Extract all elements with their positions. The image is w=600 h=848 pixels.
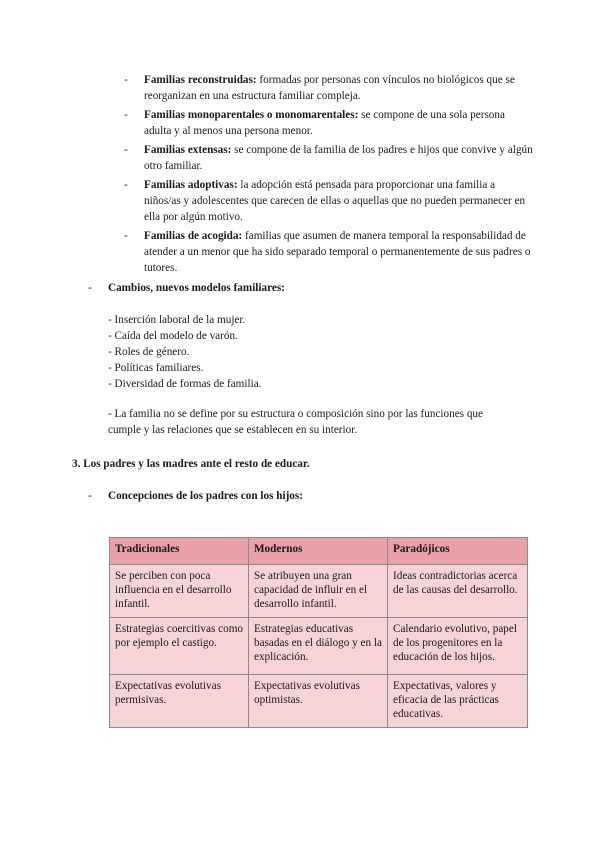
family-term: Familias adoptivas: (144, 179, 238, 191)
table-header-cell: Paradójicos (388, 538, 528, 565)
list-item: - Caída del modelo de varón. (108, 330, 238, 342)
table-cell: Se perciben con poca influencia en el desarrollo infantil. (110, 565, 249, 618)
table-header-cell: Tradicionales (110, 538, 249, 565)
family-term: Familias monoparentales o monomarentales: (144, 109, 359, 121)
list-item (124, 72, 534, 104)
table-cell: Expectativas, valores y eficacia de las prácticas educativas. (388, 675, 528, 728)
conceptions-table (109, 537, 528, 728)
family-description: la adopción está pensada para proporcionar una familia a niños/as y adolescentes que carecen de ellas o aquellas que no pueden permanecer en ella por algún motivo. (144, 179, 526, 223)
changes-heading: Cambios, nuevos modelos familiares: (108, 282, 285, 294)
table-cell: Expectativas evolutivas optimistas. (249, 675, 388, 728)
conceptions-heading-row (88, 488, 528, 504)
table-cell: Calendario evolutivo, papel de los progenitores en la educación de los hijos. (388, 618, 528, 675)
table-cell: Ideas contradictorias acerca de las causas del desarrollo. (388, 565, 528, 618)
list-item (124, 142, 534, 174)
family-term: Familias reconstruidas: (144, 74, 257, 86)
table-cell: Estrategias coercitivas como por ejemplo el castigo. (110, 618, 249, 675)
list-dash: - (124, 144, 128, 156)
family-description: se compone de una sola persona adulta y al menos una persona menor. (144, 109, 505, 137)
list-item: - Diversidad de formas de familia. (108, 378, 262, 390)
changes-heading-row (88, 280, 528, 296)
table-header-row (110, 538, 528, 565)
list-item (124, 228, 534, 276)
family-description: familias que asumen de manera temporal la responsabilidad de atender a un menor que ha sido separado temporal o permanentemente de sus padres o tutores. (144, 230, 531, 274)
table-row (110, 675, 528, 728)
table-cell: Estrategias educativas basadas en el diálogo y en la explicación. (249, 618, 388, 675)
list-dash: - (124, 179, 128, 191)
list-dash: - (124, 74, 128, 86)
table-cell: Expectativas evolutivas permisivas. (110, 675, 249, 728)
table-row (110, 618, 528, 675)
table-header-cell: Modernos (249, 538, 388, 565)
list-dash: - (124, 230, 128, 242)
conceptions-heading: Concepciones de los padres con los hijos: (108, 490, 303, 502)
section-heading: 3. Los padres y las madres ante el resto de educar. (72, 458, 310, 470)
list-item (124, 177, 534, 225)
list-dash: - (88, 490, 92, 502)
list-item (124, 107, 534, 139)
family-description: formadas por personas con vínculos no biológicos que se reorganizan en una estructura familiar compleja. (144, 74, 515, 102)
family-description: se compone de la familia de los padres e hijos que convive y algún otro familiar. (144, 144, 533, 172)
list-dash: - (124, 109, 128, 121)
list-dash: - (88, 282, 92, 294)
list-item: - Políticas familiares. (108, 362, 204, 374)
changes-list (108, 312, 528, 392)
list-item: - Inserción laboral de la mujer. (108, 314, 246, 326)
family-term: Familias extensas: (144, 144, 232, 156)
family-definition-note: - La familia no se define por su estructura o composición sino por las funciones que cumple y las relaciones que se establecen en su interior. (108, 408, 483, 436)
table-cell: Se atribuyen una gran capacidad de influir en el desarrollo infantil. (249, 565, 388, 618)
family-term: Familias de acogida: (144, 230, 243, 242)
table-row (110, 565, 528, 618)
list-item: - Roles de género. (108, 346, 190, 358)
family-types-list (124, 72, 534, 279)
